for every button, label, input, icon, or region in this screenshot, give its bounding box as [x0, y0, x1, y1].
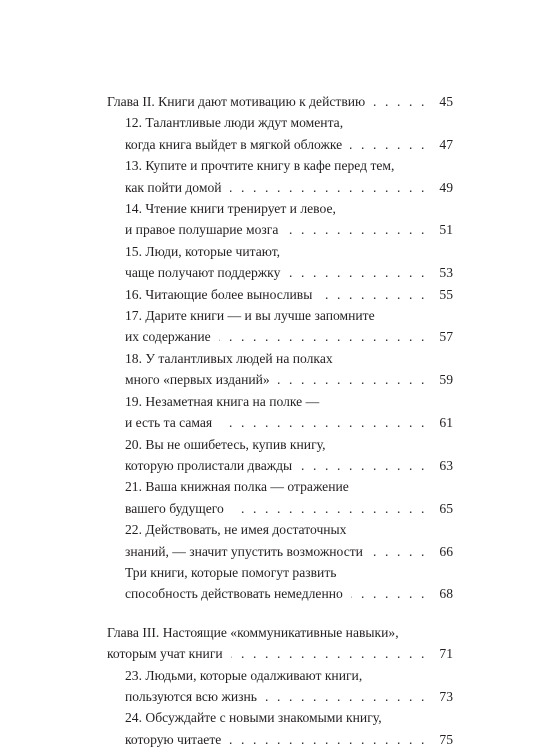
toc-entry-13[interactable]	[107, 155, 453, 198]
toc-entry-18[interactable]	[107, 348, 453, 391]
page-number: 71	[439, 646, 453, 662]
page-number: 51	[439, 222, 453, 238]
entry-title-line: 14. Чтение книги тренирует и левое,	[125, 201, 336, 217]
toc-entry-19[interactable]	[107, 391, 453, 434]
page-number: 47	[439, 136, 453, 152]
dot-leader	[288, 262, 427, 283]
page-number: 65	[439, 500, 453, 516]
entry-title-line: Три книги, которые помогут развить	[125, 564, 337, 580]
entry-title-line: много «первых изданий»	[125, 372, 270, 388]
entry-title-line: 21. Ваша книжная полка — отражение	[125, 479, 349, 495]
entry-title-line: 12. Талантливые люди ждут момента,	[125, 115, 344, 131]
page-number: 49	[439, 179, 453, 195]
entry-title-line: 19. Незаметная книга на полке —	[125, 393, 320, 409]
dot-leader	[219, 326, 427, 347]
entry-title-line: пользуются всю жизнь	[125, 688, 257, 704]
chapter-title-line: Глава III. Настоящие «коммуникативные навыки»,	[107, 624, 399, 640]
entry-title-line: 22. Действовать, не имея достаточных	[125, 522, 347, 538]
toc-entry-17[interactable]	[107, 305, 453, 348]
chapter-title: Глава II. Книги дают мотивацию к действию	[107, 94, 366, 109]
page-number: 63	[439, 457, 453, 473]
toc-entry-14[interactable]	[107, 198, 453, 241]
entry-title-line: как пойти домой	[125, 179, 222, 195]
page-number: 61	[439, 415, 453, 431]
dot-leader	[286, 219, 427, 240]
toc-entry-21[interactable]	[107, 476, 453, 519]
dot-leader	[350, 134, 427, 155]
entry-title-line: их содержание	[125, 329, 211, 345]
dot-leader	[300, 455, 427, 476]
entry-title-line: знаний, — значит упустить возможности	[125, 543, 363, 559]
table-of-contents	[107, 91, 453, 750]
dot-leader	[373, 91, 427, 112]
dot-leader	[230, 177, 427, 198]
entry-title-line: 20. Вы не ошибетесь, купив книгу,	[125, 436, 326, 452]
page-number: 57	[439, 329, 453, 345]
entry-title-line: чаще получают поддержку	[125, 265, 281, 281]
entry-title-line: 24. Обсуждайте с новыми знакомыми книгу,	[125, 710, 382, 726]
dot-leader	[320, 284, 427, 305]
entry-title-line: 16. Читающие более выносливы	[125, 286, 313, 302]
page-number: 75	[439, 731, 453, 747]
dot-leader	[371, 541, 427, 562]
entry-title-line: 13. Купите и прочтите книгу в кафе перед тем,	[125, 158, 395, 174]
page-number: 45	[439, 94, 453, 109]
page-number: 66	[439, 543, 453, 559]
page-number: 53	[439, 265, 453, 281]
entry-title-line: способность действовать немедленно	[125, 586, 343, 602]
dot-leader	[351, 583, 427, 604]
section-gap	[107, 605, 453, 622]
entry-title-line: 18. У талантливых людей на полках	[125, 350, 333, 366]
chapter-2-heading[interactable]	[107, 91, 453, 112]
entry-title-line: 15. Люди, которые читают,	[125, 243, 281, 259]
dot-leader	[220, 412, 427, 433]
toc-entry-20[interactable]	[107, 434, 453, 477]
page-number: 59	[439, 372, 453, 388]
entry-title-line: которую пролистали дважды	[125, 457, 293, 473]
toc-entry-16[interactable]	[107, 284, 453, 305]
toc-entry-23[interactable]	[107, 665, 453, 708]
page-number: 73	[439, 688, 453, 704]
toc-entry-22[interactable]	[107, 519, 453, 562]
dot-leader	[265, 686, 427, 707]
chapter-title-line: которым учат книги	[107, 646, 223, 662]
toc-entry-three-books[interactable]	[107, 562, 453, 605]
page-number: 55	[439, 286, 453, 302]
entry-title-line: 23. Людьми, которые одалживают книги,	[125, 667, 363, 683]
entry-title-line: вашего будущего	[125, 500, 224, 516]
dot-leader	[278, 369, 427, 390]
entry-title-line: когда книга выйдет в мягкой обложке	[125, 136, 343, 152]
dot-leader	[231, 643, 427, 664]
toc-entry-24[interactable]	[107, 707, 453, 750]
page-number: 68	[439, 586, 453, 602]
dot-leader	[229, 729, 427, 750]
dot-leader	[232, 498, 427, 519]
toc-entry-15[interactable]	[107, 241, 453, 284]
chapter-3-heading[interactable]	[107, 622, 453, 665]
entry-title-line: и правое полушарие мозга	[125, 222, 279, 238]
entry-title-line: и есть та самая	[125, 415, 213, 431]
entry-title-line: которую читаете	[125, 731, 222, 747]
entry-title-line: 17. Дарите книги — и вы лучше запомните	[125, 308, 375, 324]
toc-entry-12[interactable]	[107, 112, 453, 155]
